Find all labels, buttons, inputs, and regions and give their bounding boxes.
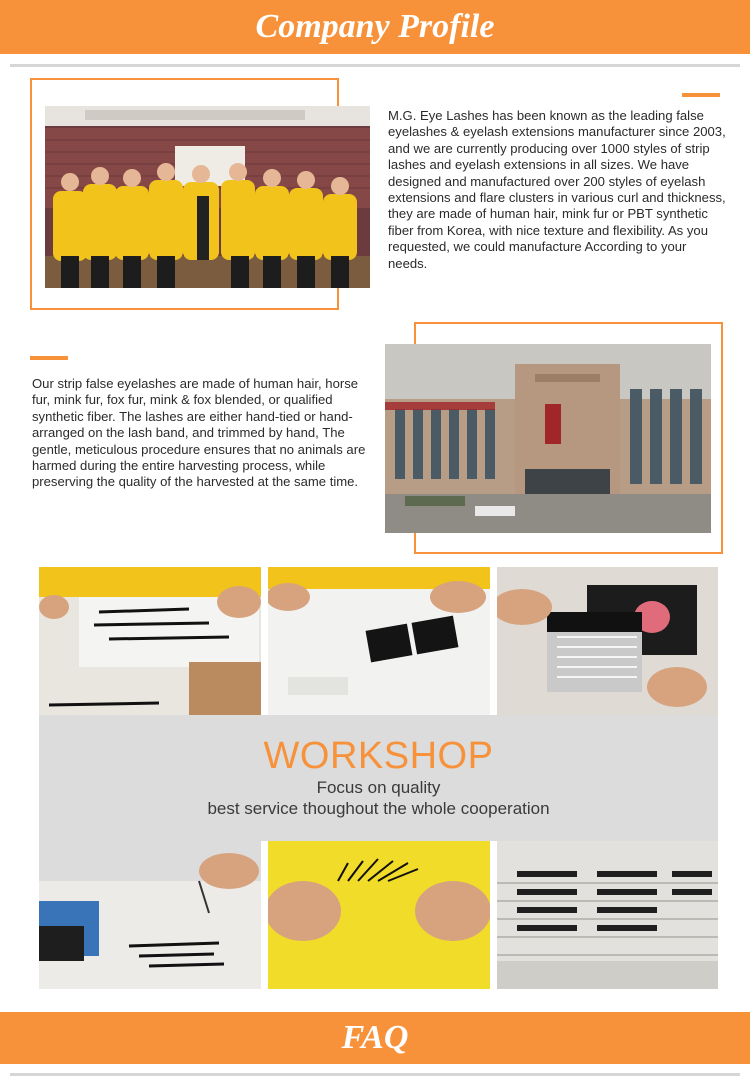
divider-top <box>10 64 740 67</box>
orange-accent-bar <box>30 356 68 360</box>
workshop-photo <box>268 841 490 989</box>
workshop-subtitle: best service thoughout the whole cooperation <box>207 799 550 818</box>
workshop-photo <box>497 841 718 989</box>
materials-paragraph: Our strip false eyelashes are made of human hair, horse fur, mink fur, fox fur, mink & fox blended, or qualified synthetic fiber. The lashes are either hand-tied or hand-arranged on the lash band, and trimmed by hand, The gentle, meticulous procedure ensures that no animals are harmed during the entire harvesting process, while preserving the quality of the harvested at the same time. <box>32 376 366 490</box>
intro-paragraph: M.G. Eye Lashes has been known as the leading false eyelashes & eyelash extensions manufacturer since 2003, and we are currently producing over 1000 styles of strip lashes and eyelash extensions in all sizes. We have designed and manufactured over 200 styles of eyelash extensions and flare clusters in various curl and thickness, they are made of human hair, mink fur or PBT synthetic fiber from Korea, with nice texture and flexibility. As you requested, we could manufacture According to your needs. <box>388 108 726 271</box>
workshop-photo <box>39 841 261 989</box>
workshop-title: WORKSHOP <box>263 735 494 777</box>
company-profile-title: Company Profile <box>255 8 495 45</box>
workshop-photo <box>497 567 718 715</box>
faq-banner <box>0 1012 750 1064</box>
workshop-banner <box>39 715 718 841</box>
divider-bottom <box>10 1073 740 1076</box>
factory-building-photo <box>385 344 711 533</box>
workshop-photo <box>39 567 261 715</box>
faq-title: FAQ <box>341 1019 409 1056</box>
workshop-photo <box>268 567 490 715</box>
workshop-subtitle: Focus on quality <box>316 778 441 797</box>
team-photo <box>45 106 370 288</box>
orange-accent-bar <box>682 93 720 97</box>
company-profile-banner <box>0 0 750 54</box>
